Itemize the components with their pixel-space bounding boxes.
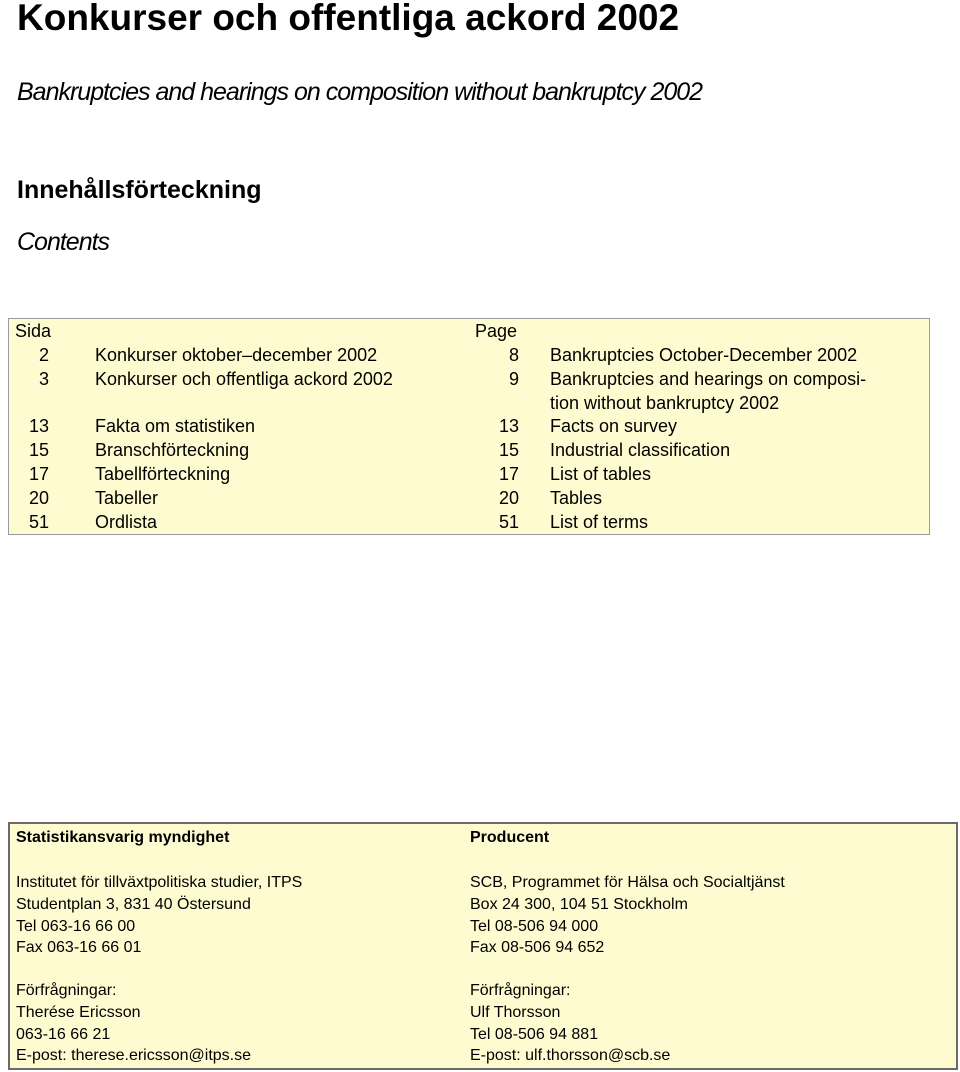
toc-entry-sv[interactable]: Tabellförteckning <box>95 464 231 484</box>
producer-contact-phone: Tel 08-506 94 881 <box>470 1026 599 1043</box>
toc-page-en: 13 <box>498 416 519 436</box>
toc-page-sv: 3 <box>38 369 49 389</box>
producer-address: Box 24 300, 104 51 Stockholm <box>470 896 688 913</box>
column-header-sida: Sida <box>15 321 52 341</box>
authority-contact-phone: 063-16 66 21 <box>16 1026 111 1043</box>
toc-page-en: 20 <box>498 488 519 508</box>
toc-page-sv: 15 <box>28 440 49 460</box>
toc-entry-sv[interactable]: Branschförteckning <box>95 440 250 460</box>
authority-contact-name: Therése Ericsson <box>16 1004 141 1021</box>
authority-address: Studentplan 3, 831 40 Östersund <box>16 896 251 913</box>
producer-fax: Fax 08-506 94 652 <box>470 939 605 956</box>
authority-org: Institutet för tillväxtpolitiska studier, ITPS <box>16 874 303 891</box>
authority-heading: Statistikansvarig myndighet <box>16 829 230 846</box>
toc-entry-en-continued[interactable]: tion without bankruptcy 2002 <box>550 393 780 413</box>
authority-inquiries-label: Förfrågningar: <box>16 982 117 999</box>
publication-info-box <box>8 822 958 1070</box>
toc-page-en: 17 <box>498 464 519 484</box>
toc-entry-sv[interactable]: Fakta om statistiken <box>95 416 256 436</box>
toc-entry-en[interactable]: Bankruptcies October-December 2002 <box>550 345 858 365</box>
toc-page-sv: 2 <box>38 345 49 365</box>
toc-entry-en[interactable]: Tables <box>550 488 603 508</box>
toc-page-sv: 13 <box>28 416 49 436</box>
authority-tel: Tel 063-16 66 00 <box>16 918 136 935</box>
report-subtitle: Bankruptcies and hearings on composition without bankruptcy 2002 <box>17 78 703 106</box>
producer-inquiries-label: Förfrågningar: <box>470 982 571 999</box>
toc-entry-sv[interactable]: Ordlista <box>95 512 158 532</box>
toc-page-sv: 51 <box>28 512 49 532</box>
toc-page-sv: 17 <box>28 464 49 484</box>
toc-entry-sv[interactable]: Tabeller <box>95 488 159 508</box>
report-title: Konkurser och offentliga ackord 2002 <box>17 0 680 38</box>
toc-entry-en[interactable]: List of terms <box>550 512 649 532</box>
contents-table <box>8 318 930 535</box>
producer-contact-email[interactable]: E-post: ulf.thorsson@scb.se <box>470 1047 671 1064</box>
producer-tel: Tel 08-506 94 000 <box>470 918 599 935</box>
toc-page-sv: 20 <box>28 488 49 508</box>
contents-heading-en: Contents <box>17 228 110 256</box>
toc-entry-en[interactable]: Facts on survey <box>550 416 678 436</box>
authority-contact-email[interactable]: E-post: therese.ericsson@itps.se <box>16 1047 252 1064</box>
producer-org: SCB, Programmet för Hälsa och Socialtjänst <box>470 874 785 891</box>
toc-page-en: 51 <box>498 512 519 532</box>
authority-fax: Fax 063-16 66 01 <box>16 939 142 956</box>
toc-entry-en[interactable]: Bankruptcies and hearings on composi- <box>550 369 867 389</box>
toc-entry-sv[interactable]: Konkurser och offentliga ackord 2002 <box>95 369 393 389</box>
toc-page-en: 8 <box>508 345 519 365</box>
contents-heading-sv: Innehållsförteckning <box>17 176 262 204</box>
producer-contact-name: Ulf Thorsson <box>470 1004 561 1021</box>
column-header-page: Page <box>475 321 518 341</box>
toc-page-en: 9 <box>508 369 519 389</box>
toc-entry-en[interactable]: Industrial classification <box>550 440 731 460</box>
toc-entry-en[interactable]: List of tables <box>550 464 652 484</box>
toc-page-en: 15 <box>498 440 519 460</box>
producer-heading: Producent <box>470 829 550 846</box>
toc-entry-sv[interactable]: Konkurser oktober–december 2002 <box>95 345 378 365</box>
